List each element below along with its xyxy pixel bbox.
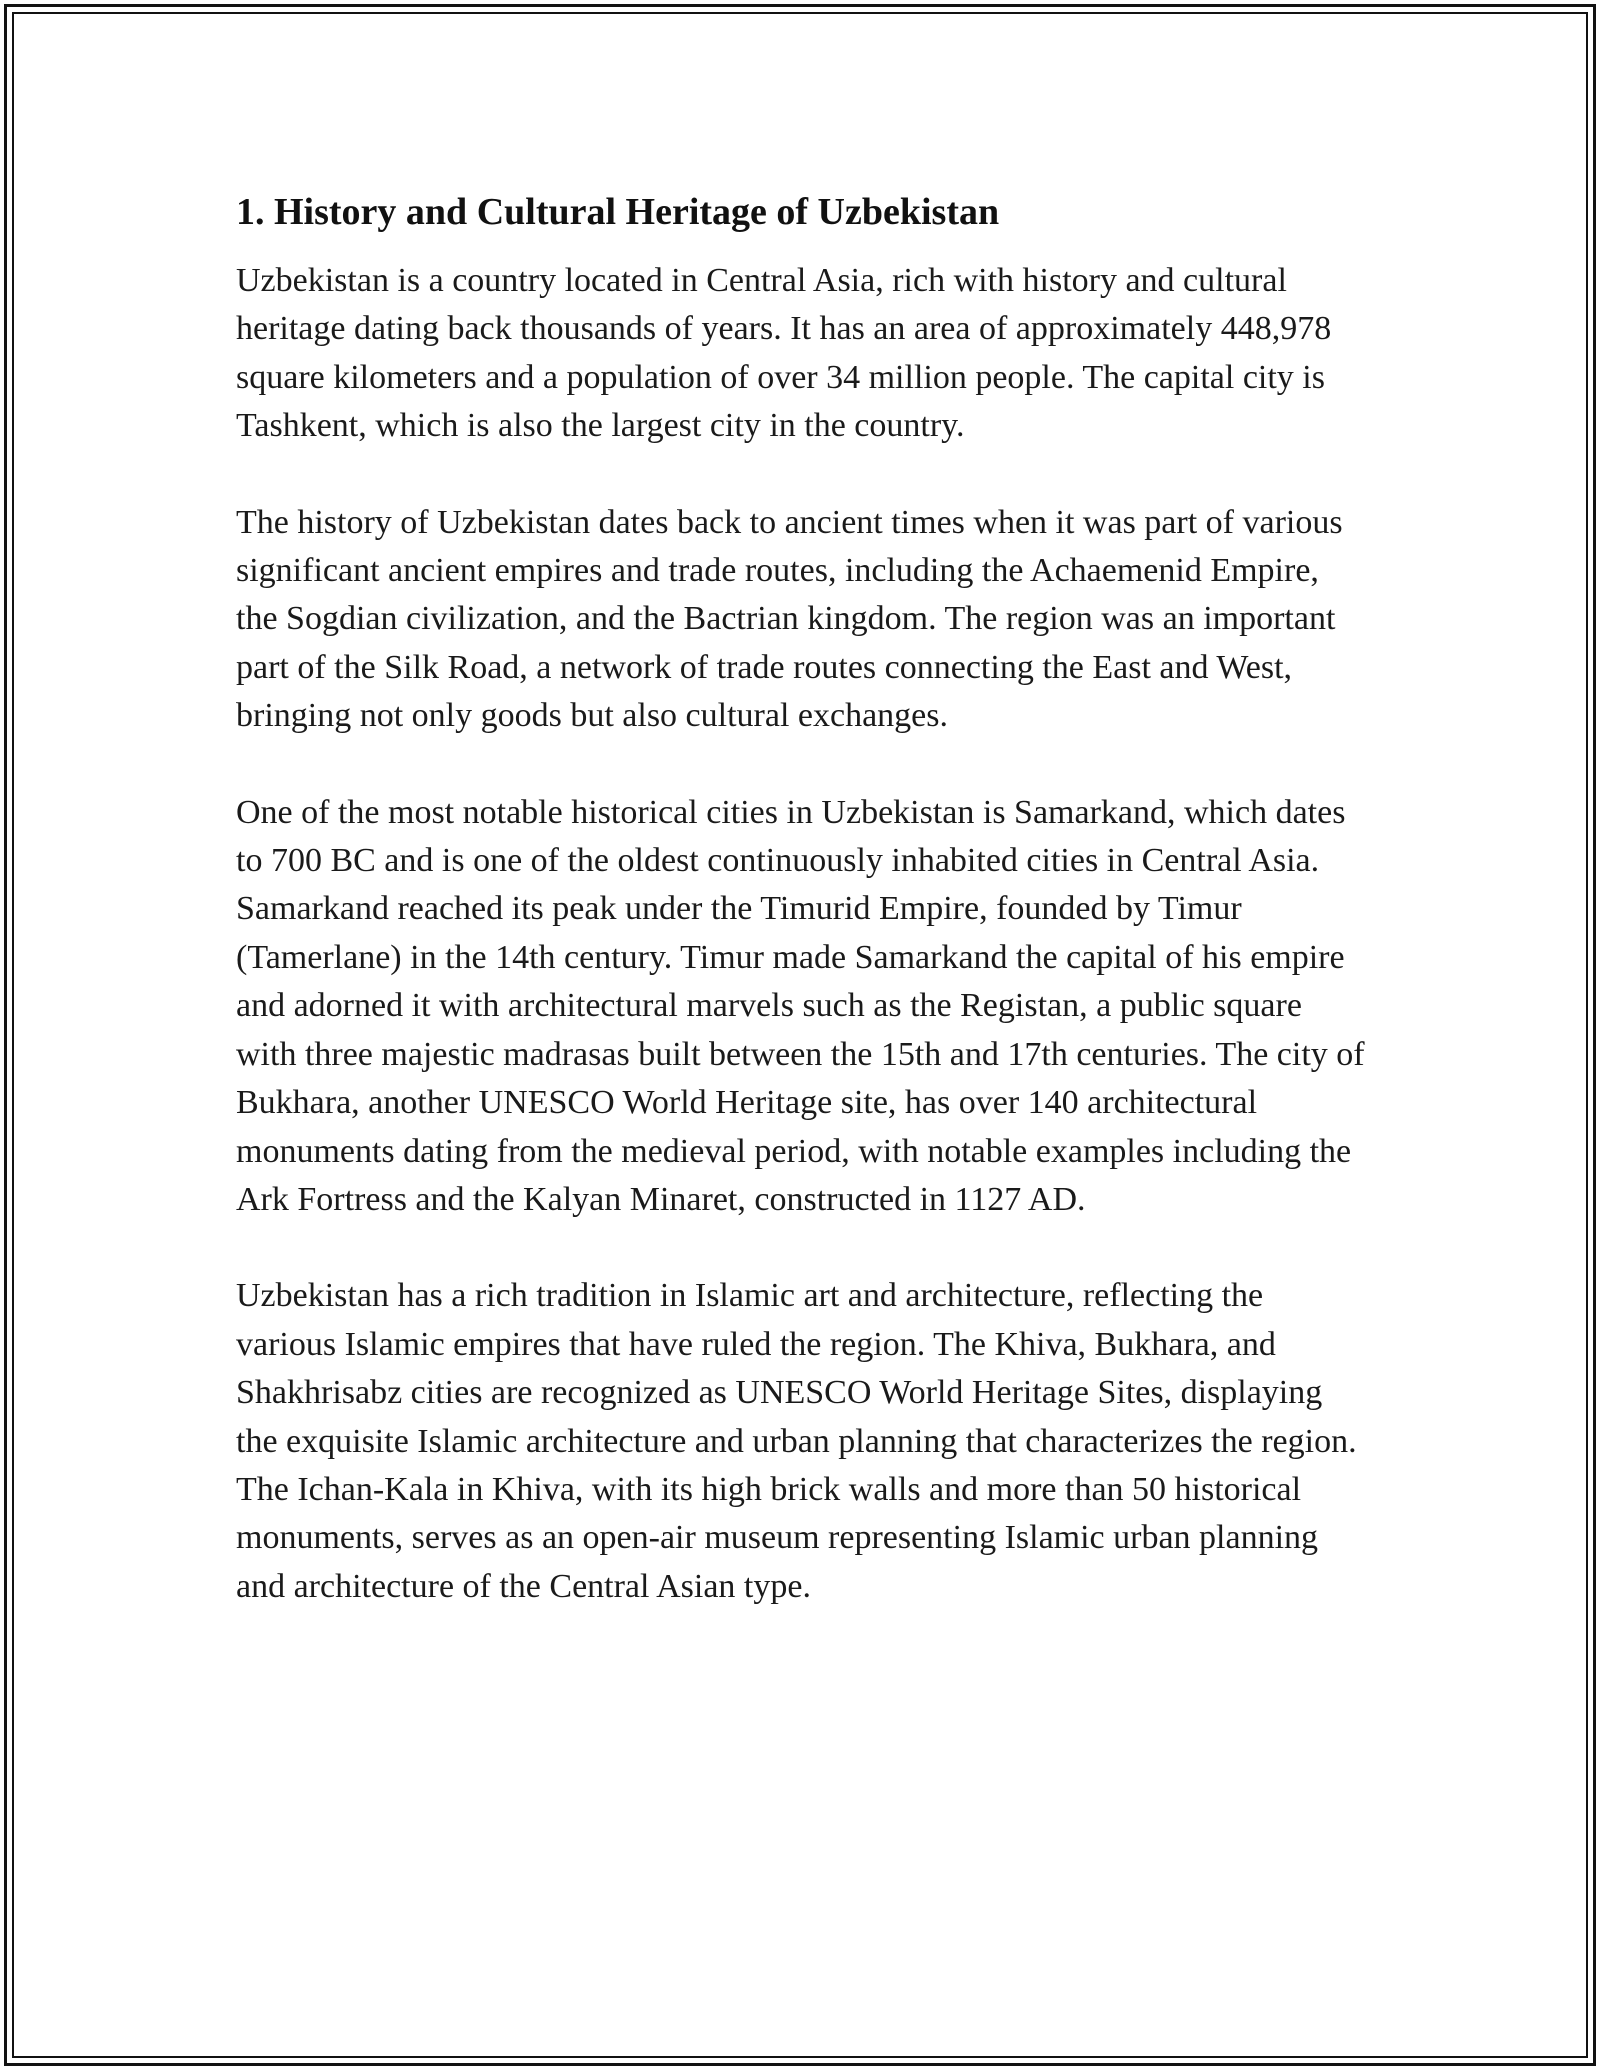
section-heading: 1. History and Cultural Heritage of Uzbekistan xyxy=(236,191,1000,233)
paragraph-historical-cities: One of the most notable historical cities in Uzbekistan is Samarkand, which dates to 700 BC and is one of the oldest continuously inhabited cities in Central Asia. Samarkand reached its peak under the Timurid Empire, founded by Timur (Tamerlane) in the 14th century. Timur made Samarkand the capital of his empire and adorned it with architectural marvels such as the Registan, a public square with three majestic madrasas built between the 15th and 17th centuries. The city of Bukhara, another UNESCO World Heritage site, has over 140 architectural monuments dating from the medieval period, with notable examples including the Ark Fortress and the Kalyan Minaret, constructed in 1127 AD. xyxy=(236,793,1365,1218)
document-body xyxy=(236,186,1366,1611)
paragraph-islamic-architecture: Uzbekistan has a rich tradition in Islamic art and architecture, reflecting the various Islamic empires that have ruled the region. The Khiva, Bukhara, and Shakhrisabz cities are recognized as UNESCO World Heritage Sites, displaying the exquisite Islamic architecture and urban planning that characterizes the region. The Ichan-Kala in Khiva, with its high brick walls and more than 50 historical monuments, serves as an open-air museum representing Islamic urban planning and architecture of the Central Asian type. xyxy=(236,1277,1357,1605)
paragraph-ancient-history: The history of Uzbekistan dates back to ancient times when it was part of various significant ancient empires and trade routes, including the Achaemenid Empire, the Sogdian civilization, and the Bactrian kingdom. The region was an important part of the Silk Road, a network of trade routes connecting the East and West, bringing not only goods but also cultural exchanges. xyxy=(236,503,1343,735)
paragraph-overview: Uzbekistan is a country located in Central Asia, rich with history and cultural heritage dating back thousands of years. It has an area of approximately 448,978 square kilometers and a population of over 34 million people. The capital city is Tashkent, which is also the largest city in the country. xyxy=(236,262,1332,445)
